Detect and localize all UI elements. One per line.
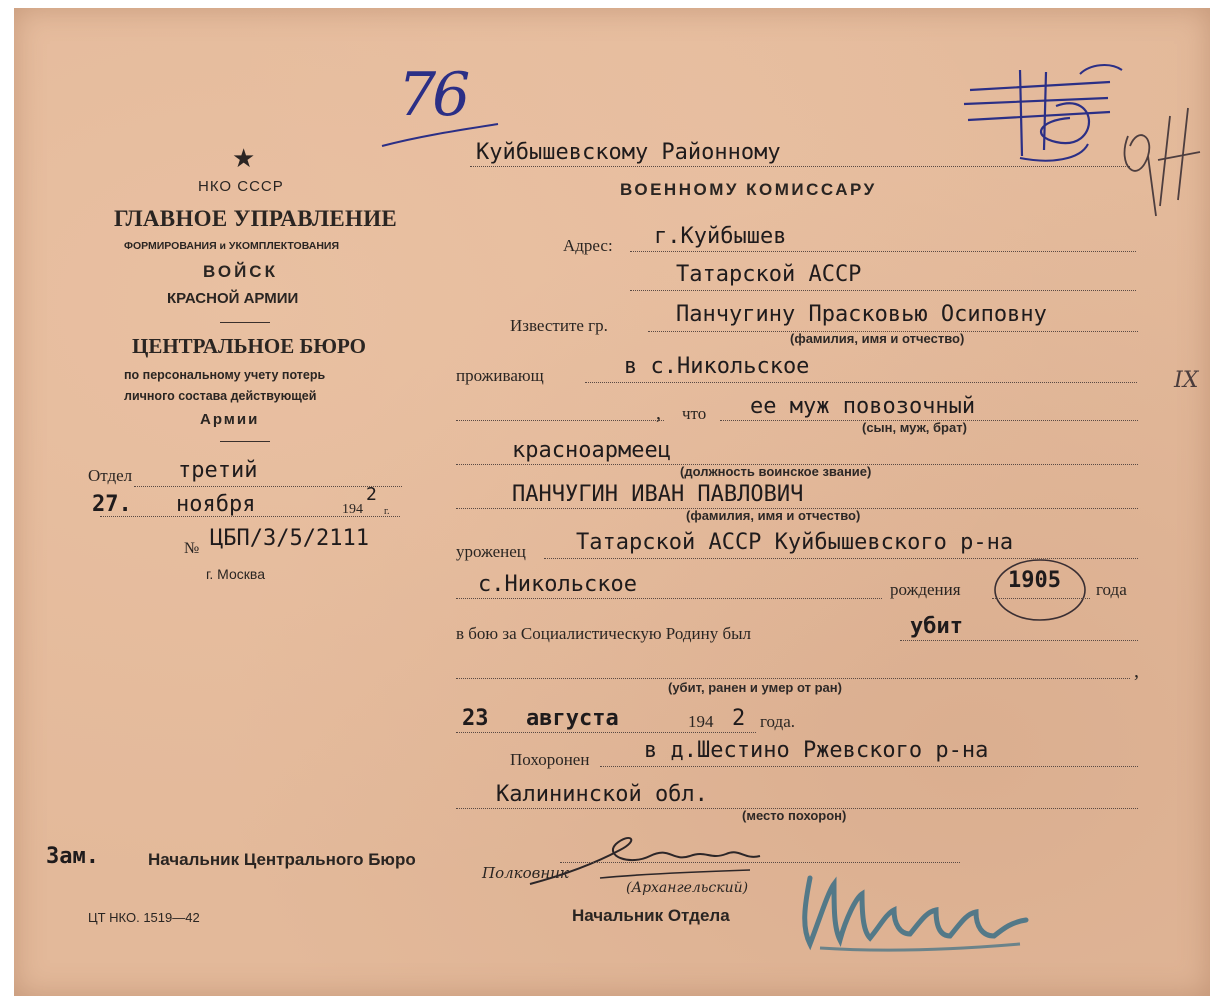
notify-label: Известите гр. xyxy=(510,316,608,335)
header-divider-2 xyxy=(220,441,270,442)
death-year-suffix: 2 xyxy=(732,706,746,731)
fate-value: убит xyxy=(910,614,963,639)
death-day: 23 xyxy=(462,706,489,731)
residing-rule xyxy=(585,382,1137,383)
colonel-name: (Архангельский) xyxy=(626,880,749,896)
header-divider-1 xyxy=(220,322,270,323)
death-year-suffix-word: года. xyxy=(760,712,796,731)
birth-year: 1905 xyxy=(1008,568,1061,593)
residing-label: проживающ xyxy=(456,366,544,385)
number-label: № xyxy=(184,540,200,557)
dept-line xyxy=(134,486,402,487)
deputy-prefix: Зам. xyxy=(46,844,99,869)
birth-rule xyxy=(992,598,1090,599)
dept-chief-title: Начальник Отдела xyxy=(572,906,730,925)
org-line-5: КРАСНОЙ АРМИИ xyxy=(167,290,299,307)
top-number-annotation: 76 xyxy=(398,60,467,130)
org-line-2: ГЛАВНОЕ УПРАВЛЕНИЕ xyxy=(114,206,398,231)
native-rule xyxy=(544,558,1138,559)
comma-mark: , xyxy=(656,402,661,424)
death-month: августа xyxy=(526,706,619,731)
buried-rule xyxy=(600,766,1138,767)
issue-year-suffix: 2 xyxy=(366,484,377,505)
issue-year-g: г. xyxy=(384,506,390,517)
address-line-2-rule xyxy=(630,290,1136,291)
bureau-line-1: по персональному учету потерь xyxy=(124,368,326,382)
address-label: Адрес: xyxy=(563,236,613,255)
bureau-title: ЦЕНТРАЛЬНОЕ БЮРО xyxy=(132,334,367,358)
native-value: Татарской АССР Куйбышевского р-на xyxy=(576,530,1014,555)
dept-chief-signature-icon xyxy=(790,848,1040,958)
right-margin-scribble-icon xyxy=(1108,96,1208,236)
native-village: с.Никольское xyxy=(478,572,637,597)
buried-value-2: Калининской обл. xyxy=(496,782,708,807)
colonel-label: Полковник xyxy=(482,864,569,882)
village-rule xyxy=(456,598,882,599)
org-line-3: ФОРМИРОВАНИЯ и УКОМПЛЕКТОВАНИЯ xyxy=(124,240,340,252)
battle-text: в бою за Социалистическую Родину был xyxy=(456,624,751,643)
colonel-signature-icon xyxy=(520,826,780,896)
margin-mark: IX xyxy=(1174,368,1199,393)
death-date-rule xyxy=(456,732,756,733)
buried-caption: (место похорон) xyxy=(742,808,847,823)
addressee-line-2: ВОЕННОМУ КОМИССАРУ xyxy=(620,180,877,199)
residing-value: в с.Никольское xyxy=(624,354,810,379)
relation-value: ее муж повозочный xyxy=(750,394,976,419)
org-line-4: ВОЙСК xyxy=(203,262,278,281)
fate-caption: (убит, ранен и умер от ран) xyxy=(668,680,842,695)
bureau-line-2: личного состава действующей xyxy=(124,389,317,403)
city: г. Москва xyxy=(206,566,265,582)
print-code: ЦТ НКО. 1519—42 xyxy=(88,910,200,925)
buried-label: Похоронен xyxy=(510,750,590,769)
org-line-1: НКО СССР xyxy=(198,178,284,195)
chief-title: Начальник Центрального Бюро xyxy=(148,850,416,869)
rank-caption: (должность воинское звание) xyxy=(680,464,872,479)
soldier-name: ПАНЧУГИН ИВАН ПАВЛОВИЧ xyxy=(512,482,804,507)
that-label: что xyxy=(682,404,707,423)
star-icon: ★ xyxy=(232,144,256,173)
fate-comma: , xyxy=(1134,660,1139,682)
issue-day: 27. xyxy=(92,492,132,517)
top-number-underline xyxy=(380,118,500,158)
soldier-caption: (фамилия, имя и отчество) xyxy=(686,508,861,523)
date-line xyxy=(100,516,400,517)
dept-label: Отдел xyxy=(88,466,133,485)
rank-value: красноармеец xyxy=(512,438,671,463)
birth-label: рождения xyxy=(890,580,961,599)
birth-year-circle xyxy=(990,560,1090,630)
buried-value: в д.Шестино Ржевского р-на xyxy=(644,738,989,763)
fate-rule xyxy=(900,640,1138,641)
notify-name: Панчугину Прасковью Осиповну xyxy=(676,302,1047,327)
native-label: уроженец xyxy=(456,542,526,561)
address-line-1: г.Куйбышев xyxy=(654,224,787,249)
year-word: года xyxy=(1096,580,1127,599)
fate-cont-rule xyxy=(456,678,1130,679)
notify-caption: (фамилия, имя и отчество) xyxy=(790,331,965,346)
death-year-prefix: 194 xyxy=(688,712,714,731)
number-value: ЦБП/3/5/2111 xyxy=(210,526,369,551)
issue-year-prefix: 194 xyxy=(342,502,363,517)
addressee-line-1: Куйбышевскому Районному xyxy=(476,140,781,165)
dept-value: третий xyxy=(178,458,258,483)
residing-cont-rule xyxy=(456,420,664,421)
issue-month: ноября xyxy=(176,492,256,517)
crossed-number-mark-icon xyxy=(960,60,1130,170)
address-line-1-rule xyxy=(630,251,1136,252)
address-line-2: Татарской АССР xyxy=(676,262,862,287)
relation-caption: (сын, муж, брат) xyxy=(862,420,967,435)
bureau-line-3: Армии xyxy=(200,411,260,428)
